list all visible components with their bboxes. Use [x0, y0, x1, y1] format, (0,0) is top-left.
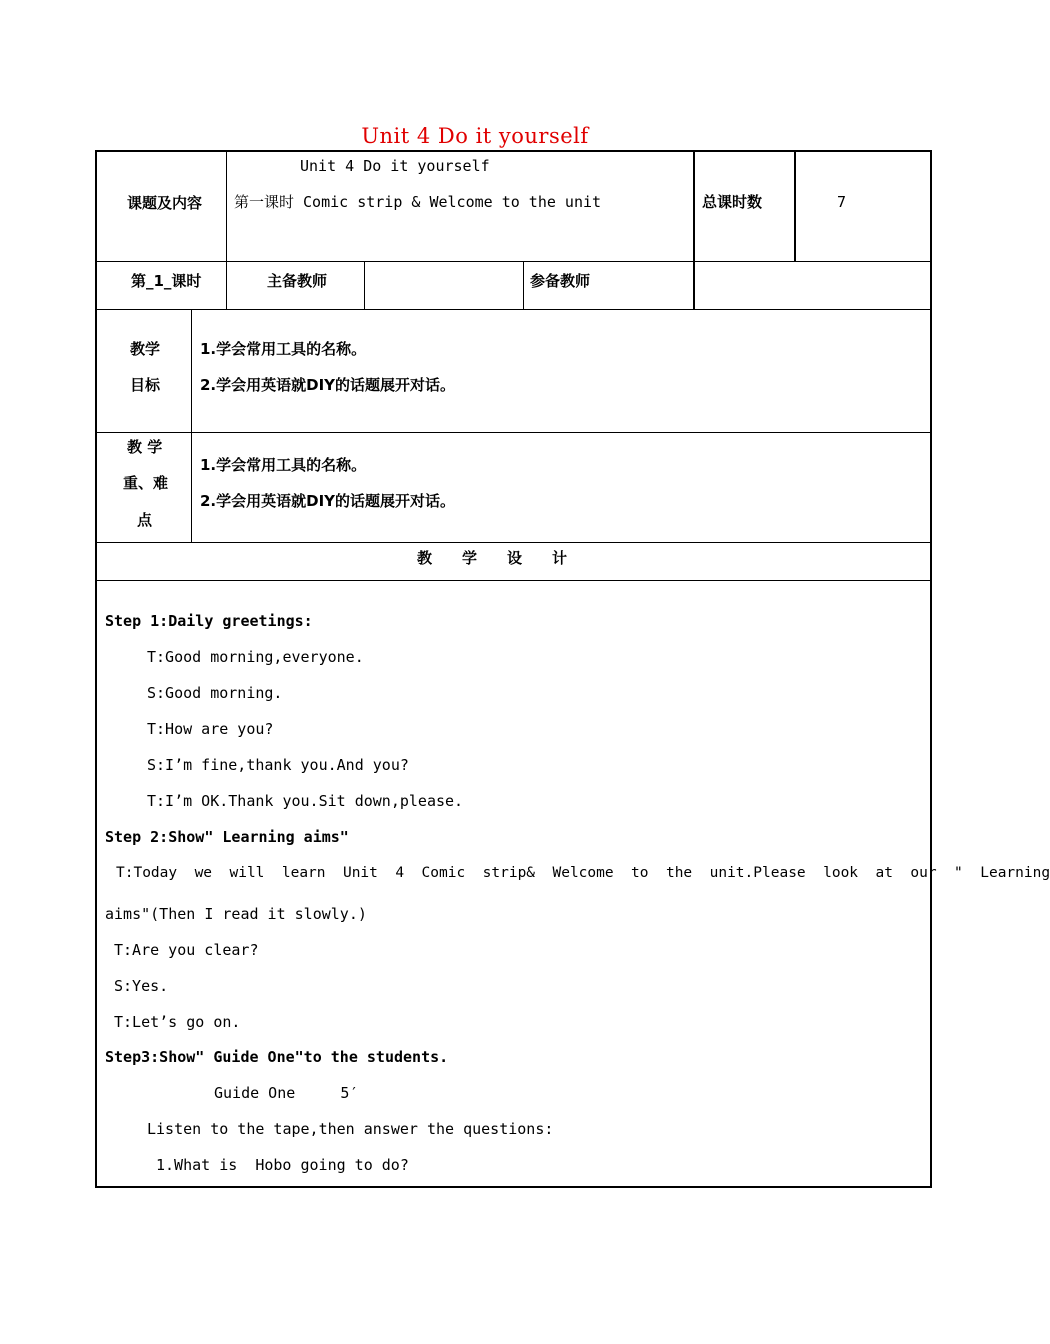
- row-divider-1: [97, 261, 930, 262]
- step-2-heading: Step 2:Show" Learning aims": [105, 828, 349, 846]
- main-teacher-label: 主备教师: [267, 272, 328, 290]
- total-hours-value: 7: [837, 193, 847, 211]
- step-2-line-2: S:Yes.: [114, 977, 169, 995]
- step-3-heading: Step3:Show" Guide One"to the students.: [105, 1048, 449, 1066]
- col-divider-r1-c: [794, 152, 796, 262]
- step-2-line-1: T:Are you clear?: [114, 941, 259, 959]
- step-1-line-5: T:I’m OK.Thank you.Sit down,please.: [147, 792, 464, 810]
- col-divider-r2-a: [364, 262, 365, 310]
- step-1-line-3: T:How are you?: [147, 720, 274, 738]
- document-title: Unit 4 Do it yourself: [361, 124, 589, 148]
- objective-item-2: 2.学会用英语就DIY的话题展开对话。: [200, 376, 456, 394]
- topic-label: 课题及内容: [127, 194, 203, 212]
- guide-instruction: Listen to the tape,then answer the questions:: [147, 1120, 554, 1138]
- col-divider-r1-b: [693, 152, 695, 310]
- step-2-paragraph-line-2: aims"(Then I read it slowly.): [105, 905, 367, 923]
- row-divider-3: [97, 432, 930, 433]
- key-point-item-1: 1.学会常用工具的名称。: [200, 456, 367, 474]
- row-divider-2: [97, 309, 930, 310]
- key-points-label-2: 重、难: [123, 474, 169, 492]
- assist-teacher-label: 参备教师: [530, 272, 591, 290]
- key-point-item-2: 2.学会用英语就DIY的话题展开对话。: [200, 492, 456, 510]
- col-divider-r1-a: [226, 152, 227, 310]
- guide-one-title: Guide One 5′: [214, 1084, 359, 1102]
- key-points-label-1: 教 学: [127, 438, 163, 456]
- col-divider-r2-b: [523, 262, 524, 310]
- step-2-paragraph-line-1: T:Today we will learn Unit 4 Comic strip& Welcome to the unit.Please look at our " Learning: [116, 865, 1050, 881]
- objective-item-1: 1.学会常用工具的名称。: [200, 340, 367, 358]
- step-1-line-2: S:Good morning.: [147, 684, 283, 702]
- col-divider-r3-a: [191, 310, 192, 543]
- topic-line-2: 第一课时 Comic strip & Welcome to the unit: [234, 193, 602, 211]
- step-2-line-3: T:Let’s go on.: [114, 1013, 241, 1031]
- lesson-plan-table: [95, 150, 1050, 1188]
- step-1-line-4: S:I’m fine,thank you.And you?: [147, 756, 409, 774]
- total-hours-label: 总课时数: [702, 193, 763, 211]
- key-points-label-3: 点: [137, 511, 153, 529]
- objectives-label-2: 目标: [130, 376, 161, 394]
- question-1: 1.What is Hobo going to do?: [156, 1156, 409, 1174]
- step-1-heading: Step 1:Daily greetings:: [105, 612, 313, 630]
- row-divider-4: [97, 542, 930, 543]
- step-1-line-1: T:Good morning,everyone.: [147, 648, 364, 666]
- topic-line-1: Unit 4 Do it yourself: [300, 157, 490, 175]
- design-header: 教 学 设 计: [417, 549, 568, 567]
- lesson-number-label: 第_1_课时: [131, 272, 202, 290]
- row-divider-5: [97, 580, 930, 581]
- objectives-label-1: 教学: [130, 340, 161, 358]
